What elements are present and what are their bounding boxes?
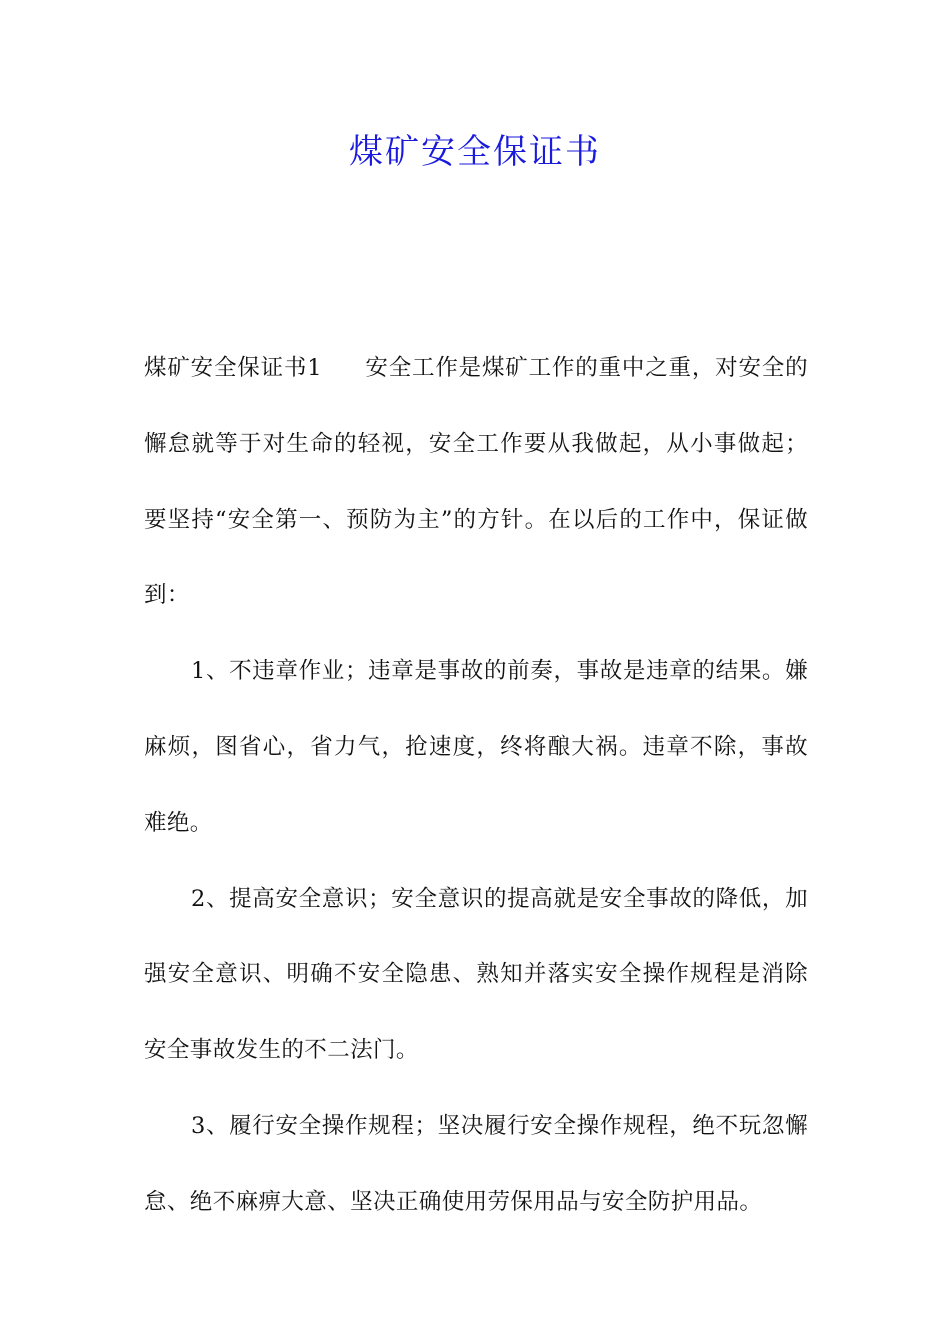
list-item: 3、履行安全操作规程；坚决履行安全操作规程，绝不玩忽懈怠、绝不麻痹大意、坚决正确使用劳保用品与安全防护用品。 xyxy=(144,1112,808,1215)
list-item: 1、不违章作业；违章是事故的前奏，事故是违章的结果。嫌麻烦，图省心，省力气，抢速度，终将酿大祸。违章不除，事故难绝。 xyxy=(144,658,808,836)
list-item: 2、提高安全意识；安全意识的提高就是安全事故的降低，加强安全意识、明确不安全隐患、熟知并落实安全操作规程是消除安全事故发生的不二法门。 xyxy=(144,885,808,1064)
intro-text: 安全工作是煤矿工作的重中之重，对安全的懈怠就等于对生命的轻视，安全工作要从我做起，从小事做起；要坚持“安全第一、预防为主”的方针。在以后的工作中，保证做到： xyxy=(144,355,809,609)
intro-paragraph xyxy=(144,331,808,634)
document-body xyxy=(144,331,808,1241)
document-title: 煤矿安全保证书 xyxy=(349,132,601,172)
section-heading: 煤矿安全保证书1 xyxy=(144,355,322,381)
